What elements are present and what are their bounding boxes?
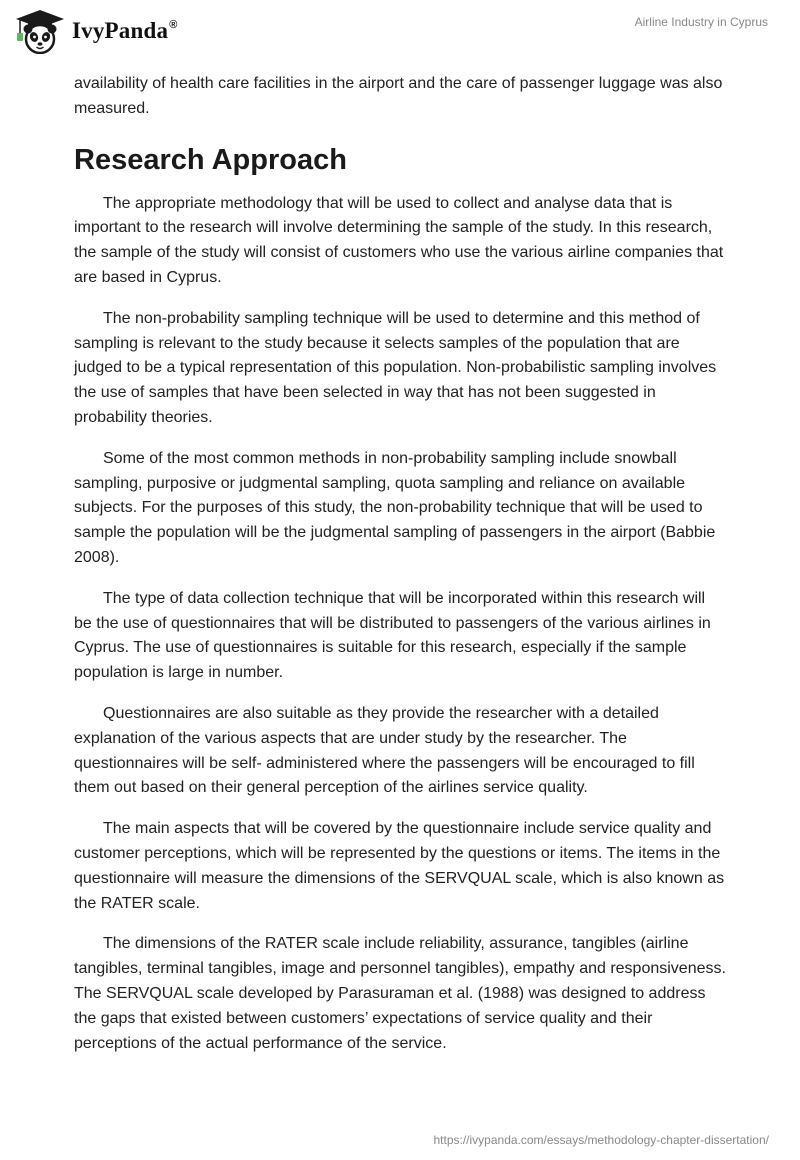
- brand-name: IvyPanda®: [72, 18, 178, 43]
- paragraph: The main aspects that will be covered by the questionnaire include service quality and customer perceptions, which will be represented by the questions or items. The items in the questionnaire will measure the dimensions of the SERVQUAL scale, which is also known as the RATER scale.: [74, 820, 725, 912]
- essay-content: [74, 72, 726, 1072]
- intro-paragraph: availability of health care facilities in the airport and the care of passenger luggage was also measured.: [74, 75, 723, 117]
- paragraph: Some of the most common methods in non-probability sampling include snowball sampling, purposive or judgmental sampling, quota sampling and reliance on available subjects. For the purposes of this study, the non-probability technique that will be used to sample the population will be the judgmental sampling of passengers in the airport (Babbie 2008).: [74, 449, 716, 566]
- paragraph: Questionnaires are also suitable as they provide the researcher with a detailed explanation of the various aspects that are under study by the researcher. The questionnaires will be self- administered where the passengers will be encouraged to fill them out based on their general perception of the airlines service quality.: [74, 704, 695, 797]
- panda-graduate-icon: [14, 8, 66, 54]
- paragraph: The non-probability sampling technique will be used to determine and this method of sampling is relevant to the study because it selects samples of the population that are judged to be a typical representation of this population. Non-probabilistic sampling involves the use of samples that have been selected in way that has not been suggested in probability theories.: [74, 309, 717, 426]
- paragraph: The dimensions of the RATER scale include reliability, assurance, tangibles (airline tangibles, terminal tangibles, image and personnel tangibles), empathy and responsiveness. The SERVQUAL scale developed by Parasuraman et al. (1988) was designed to address the gaps that existed between customers’ expectations of service quality and their perceptions of the actual performance of the service.: [74, 935, 726, 1052]
- trademark-symbol: ®: [169, 19, 178, 31]
- paragraph: The type of data collection technique that will be incorporated within this research will be the use of questionnaires that will be distributed to passengers of the various airlines in Cyprus. The use of questionnaires is suitable for this research, especially if the sample population is large in number.: [74, 589, 711, 682]
- page-header: [0, 0, 800, 70]
- ivypanda-logo[interactable]: [14, 8, 178, 54]
- source-url[interactable]: https://ivypanda.com/essays/methodology-chapter-dissertation/: [433, 1133, 769, 1147]
- document-title: Airline Industry in Cyprus: [634, 15, 768, 29]
- paragraph: The appropriate methodology that will be used to collect and analyse data that is important to the research will involve determining the sample of the study. In this research, the sample of the study will consist of customers who use the various airline companies that are based in Cyprus.: [74, 194, 724, 286]
- section-heading: Research Approach: [74, 143, 347, 176]
